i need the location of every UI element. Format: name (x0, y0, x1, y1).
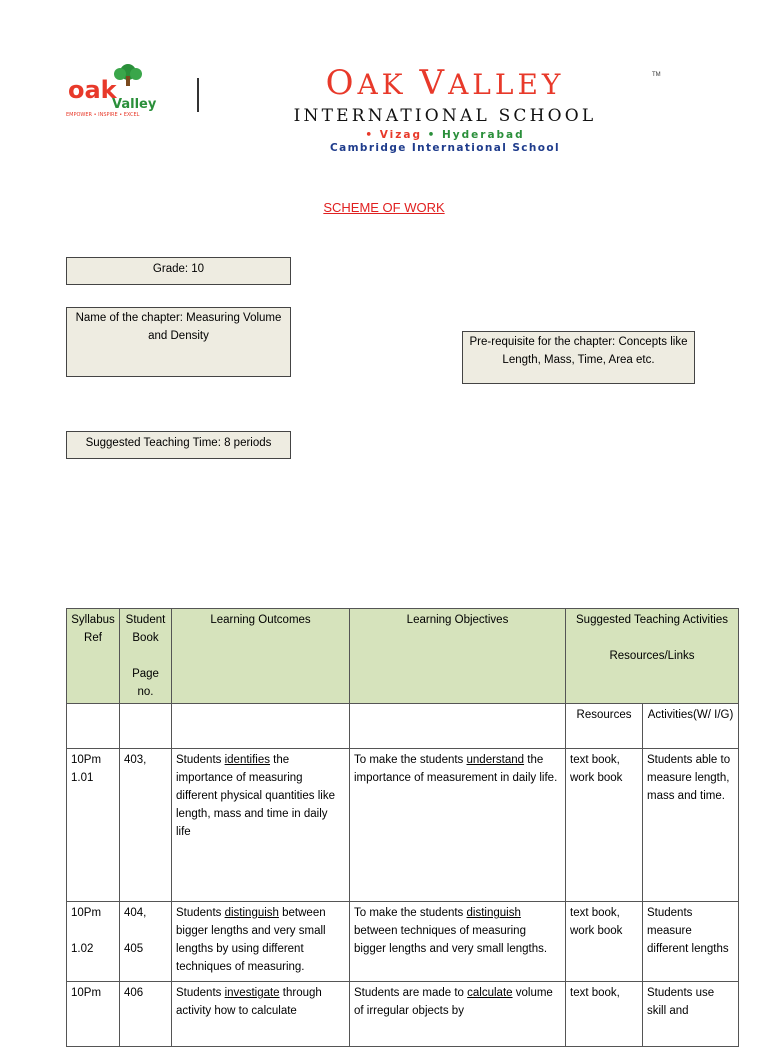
table-row (67, 749, 739, 902)
school-subtitle: INTERNATIONAL SCHOOL (293, 106, 597, 126)
syllabus-ref-cell: 10Pm (67, 982, 120, 1047)
col-header-outcomes: Learning Outcomes (172, 609, 350, 704)
tree-logo-icon (64, 62, 176, 118)
school-brand (230, 64, 660, 154)
subheader-resources: Resources (566, 704, 643, 749)
syllabus-ref-cell: 10Pm 1.01 (67, 749, 120, 902)
school-cities: • Vizag • Hyderabad (365, 129, 525, 141)
activities-cell: Students able to measure length, mass and time. (643, 749, 739, 902)
activities-cell: Students use skill and (643, 982, 739, 1047)
page-title: SCHEME OF WORK (323, 200, 445, 215)
table-subheader-row (67, 704, 739, 749)
resources-cell: text book, work book (566, 902, 643, 982)
col-header-activities: Suggested Teaching Activities Resources/Links (566, 609, 739, 704)
activities-cell: Students measure different lengths (643, 902, 739, 982)
page-cell: 403, (120, 749, 172, 902)
col-header-student-book: Student Book Page no. (120, 609, 172, 704)
logo-tagline: EMPOWER • INSPIRE • EXCEL (66, 112, 140, 118)
table-row (67, 902, 739, 982)
table-header-row (67, 609, 739, 704)
scheme-of-work-table (66, 608, 739, 1047)
logo-valley-text: Valley (112, 97, 157, 112)
table-row (67, 982, 739, 1047)
outcome-cell: Students identifies the importance of measuring different physical quantities like length, mass and time in daily life (172, 749, 350, 902)
school-board: Cambridge International School (329, 142, 561, 154)
outcome-cell: Students distinguish between bigger lengths and very small lengths by using different techniques of measuring. (172, 902, 350, 982)
resources-cell: text book, (566, 982, 643, 1047)
prerequisite-box: Pre-requisite for the chapter: Concepts like Length, Mass, Time, Area etc. (462, 331, 695, 384)
school-name: OAK VALLEY (325, 63, 565, 103)
page-cell: 404, 405 (120, 902, 172, 982)
outcome-cell: Students investigate through activity how to calculate (172, 982, 350, 1047)
col-header-objectives: Learning Objectives (350, 609, 566, 704)
objective-cell: To make the students distinguish between techniques of measuring bigger lengths and very small lengths. (350, 902, 566, 982)
col-header-syllabus: Syllabus Ref (67, 609, 120, 704)
logo-divider (197, 78, 199, 112)
objective-cell: Students are made to calculate volume of irregular objects by (350, 982, 566, 1047)
school-logo-emblem (64, 62, 176, 118)
teaching-time-box: Suggested Teaching Time: 8 periods (66, 431, 291, 459)
trademark-mark: TM (652, 72, 661, 78)
chapter-name-box: Name of the chapter: Measuring Volume and Density (66, 307, 291, 377)
resources-cell: text book, work book (566, 749, 643, 902)
page-cell: 406 (120, 982, 172, 1047)
grade-box: Grade: 10 (66, 257, 291, 285)
subheader-activities: Activities(W/ I/G) (643, 704, 739, 749)
logo-oak-text: oak (68, 76, 117, 104)
objective-cell: To make the students understand the importance of measurement in daily life. (350, 749, 566, 902)
syllabus-ref-cell: 10Pm 1.02 (67, 902, 120, 982)
